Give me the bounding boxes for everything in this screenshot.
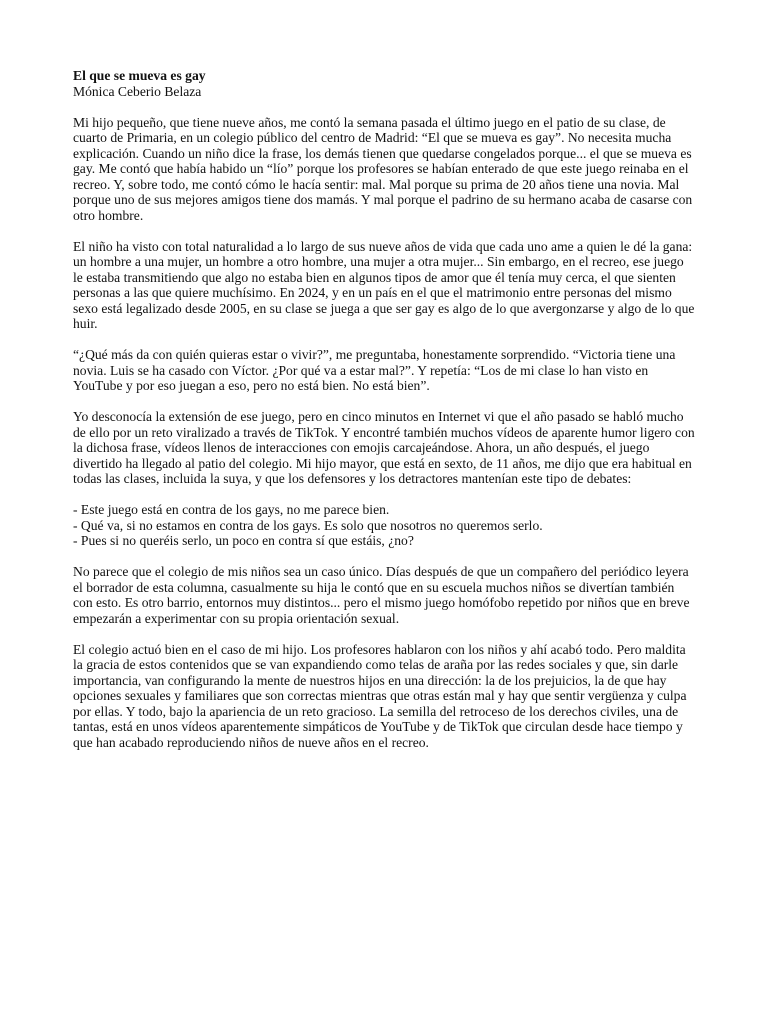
dialogue-line-3: - Pues si no queréis serlo, un poco en contra sí que estáis, ¿no? <box>73 533 414 548</box>
article-author: Mónica Ceberio Belaza <box>73 83 202 99</box>
paragraph-5: No parece que el colegio de mis niños sea un caso único. Días después de que un compañero del periódico leyera el borrador de esta columna, casualmente su hija le contó que en su escuela muchos niños se divertían también con esto. Es otro barrio, entornos muy distintos... pero el mismo juego homófobo repetido por niños que en breve empezarán a experimentar con su propia orientación sexual. <box>73 564 690 626</box>
document-page <box>73 68 695 766</box>
paragraph-1: Mi hijo pequeño, que tiene nueve años, me contó la semana pasada el último juego en el patio de su clase, de cuarto de Primaria, en un colegio público del centro de Madrid: “El que se mueva es gay”. No necesita mucha explicación. Cuando un niño dice la frase, los demás tienen que quedarse congelados porque... el que se mueva es gay. Me contó que había habido un “lío” porque los profesores se habían enterado de que este juego reinaba en el recreo. Y, sobre todo, me contó cómo le hacía sentir: mal. Mal porque su prima de 20 años tiene una novia. Mal porque uno de sus mejores amigos tiene dos mamás. Y mal porque el padrino de su hermano acaba de casarse con otro hombre. <box>73 114 693 223</box>
dialogue-block <box>73 502 695 549</box>
dialogue-line-2: - Qué va, si no estamos en contra de los gays. Es solo que nosotros no queremos serlo. <box>73 517 543 533</box>
paragraph-2: El niño ha visto con total naturalidad a lo largo de sus nueve años de vida que cada uno ame a quien le dé la gana: un hombre a una mujer, un hombre a otro hombre, una mujer a otra mujer... Sin embargo, en el recreo, ese juego le estaba transmitiendo que algo no estaba bien en algunos tipos de amor que él tenía muy cerca, el que sienten personas a las que quiere muchísimo. En 2024, y en un país en el que el matrimonio entre personas del mismo sexo está legalizado desde 2005, en su clase se juega a que ser gay es algo de lo que avergonzarse y algo de lo que huir. <box>73 238 695 331</box>
paragraph-6: El colegio actuó bien en el caso de mi hijo. Los profesores hablaron con los niños y ahí acabó todo. Pero maldita la gracia de estos contenidos que se van expandiendo como telas de araña por las redes sociales y que, sin darle importancia, van configurando la mente de nuestros hijos en una dirección: la de los prejuicios, la de que hay opciones sexuales y familiares que son correctas mientras que otras están mal y hay que sentir vergüenza y culpa por ellas. Y todo, bajo la apariencia de un reto gracioso. La semilla del retroceso de los derechos civiles, una de tantas, está en unos vídeos aparentemente simpáticos de YouTube y de TikTok que circulan desde hace tiempo y que han acabado reproduciendo niños de nueve años en el recreo. <box>73 641 687 750</box>
dialogue-line-1: - Este juego está en contra de los gays, no me parece bien. <box>73 502 390 517</box>
article-title: El que se mueva es gay <box>73 68 206 83</box>
paragraph-4: Yo desconocía la extensión de ese juego, pero en cinco minutos en Internet vi que el año pasado se habló mucho de ello por un reto viralizado a través de TikTok. Y encontré también muchos vídeos de aparente humor ligero con la dichosa frase, vídeos llenos de interacciones con emojis carcajeándose. Ahora, un año después, el juego divertido ha llegado al patio del colegio. Mi hijo mayor, que está en sexto, de 11 años, me dijo que era habitual en todas las clases, incluida la suya, y que los defensores y los detractores mantenían este tipo de debates: <box>73 409 695 486</box>
paragraph-3: “¿Qué más da con quién quieras estar o vivir?”, me preguntaba, honestamente sorprendido. “Victoria tiene una novia. Luis se ha casado con Víctor. ¿Por qué va a estar mal?”. Y repetía: “Los de mi clase lo han visto en YouTube y por eso juegan a eso, pero no está bien. No está bien”. <box>73 347 676 393</box>
